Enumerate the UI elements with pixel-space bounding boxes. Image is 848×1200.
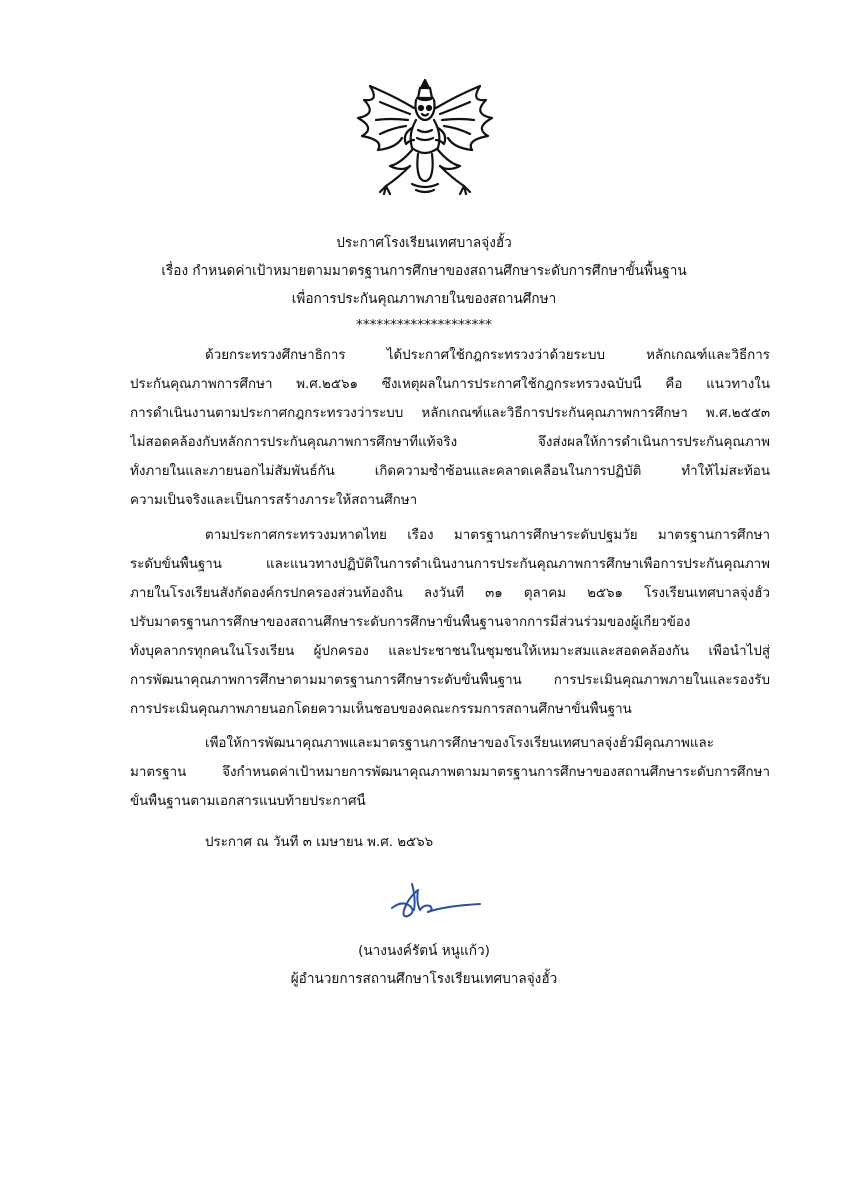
signatory-name: (นางนงค์รัตน์ หนูแก้ว) — [358, 943, 490, 959]
paragraph-2-line: ทั้งบุคลากรทุกคนในโรงเรียน ผู้ปกครอง และประชาชนในชุมชนให้เหมาะสมและสอดคล้องกัน เพื่อนำไปสู่ — [130, 644, 770, 659]
paragraph-3-line: ขั้นพื้นฐานตามเอกสารแนบท้ายประกาศนี้ — [130, 794, 366, 809]
paragraph-2-line: ภายในโรงเรียนสังกัดองค์กรปกครองส่วนท้องถิ่น ลงวันที่ ๓๑ ตุลาคม ๒๕๖๑ โรงเรียนเทศบาลจุ่งฮั้ว — [130, 586, 770, 601]
paragraph-3-line: มาตรฐาน จึงกำหนดค่าเป้าหมายการพัฒนาคุณภาพตามมาตรฐานการศึกษาของสถานศึกษาระดับการศึกษา — [130, 765, 770, 780]
paragraph-1-line: การดำเนินงานตามประกาศกฎกระทรวงว่าระบบ หลักเกณฑ์และวิธีการประกันคุณภาพการศึกษา พ.ศ.๒๕๕๓ — [130, 406, 770, 421]
paragraph-1-line: ไม่สอดคล้องกับหลักการประกันคุณภาพการศึกษาที่แท้จริง จึงส่งผลให้การดำเนินการประกันคุณภาพ — [130, 435, 770, 450]
paragraph-2-line: การพัฒนาคุณภาพการศึกษาตามมาตรฐานการศึกษาระดับขั้นพื้นฐาน การประเมินคุณภาพภายในและรองรับ — [130, 673, 770, 688]
paragraph-2-line: ปรับมาตรฐานการศึกษาของสถานศึกษาระดับการศึกษาขั้นพื้นฐานจากการมีส่วนร่วมของผู้เกี่ยวข้อง — [130, 615, 691, 630]
paragraph-1-line: ความเป็นจริงและเป็นการสร้างภาระให้สถานศึกษา — [130, 493, 418, 508]
announcement-subject-line-1: เรื่อง กำหนดค่าเป้าหมายตามมาตรฐานการศึกษาของสถานศึกษาระดับการศึกษาขั้นพื้นฐาน — [161, 263, 687, 279]
paragraph-1-line: ด้วยกระทรวงศึกษาธิการ ได้ประกาศใช้กฎกระทรวงว่าด้วยระบบ หลักเกณฑ์และวิธีการ — [205, 348, 770, 363]
paragraph-3-line: เพื่อให้การพัฒนาคุณภาพและมาตรฐานการศึกษาของโรงเรียนเทศบาลจุ่งฮั้วมีคุณภาพและ — [205, 736, 714, 751]
paragraph-1-line: ประกันคุณภาพการศึกษา พ.ศ.๒๕๖๑ ซึ่งเหตุผลในการประกาศใช้กฎกระทรวงฉบับนี้ คือ แนวทางใน — [130, 377, 770, 392]
heading-separator: ******************** — [356, 317, 492, 333]
signatory-position: ผู้อำนวยการสถานศึกษาโรงเรียนเทศบาลจุ่งฮั้ว — [290, 971, 558, 987]
announcement-subject-line-2: เพื่อการประกันคุณภาพภายในของสถานศึกษา — [291, 291, 557, 307]
announcement-title: ประกาศโรงเรียนเทศบาลจุ่งฮั้ว — [336, 235, 512, 251]
handwritten-signature — [388, 880, 484, 924]
paragraph-2-line: ระดับขั้นพื้นฐาน และแนวทางปฏิบัติในการดำเนินงานการประกันคุณภาพการศึกษาเพื่อการประกันคุณภาพ — [130, 557, 770, 572]
garuda-emblem — [350, 78, 500, 204]
paragraph-2-line: การประเมินคุณภาพภายนอกโดยความเห็นชอบของคณะกรรมการสถานศึกษาขั้นพื้นฐาน — [130, 702, 632, 717]
paragraph-1-line: ทั้งภายในและภายนอกไม่สัมพันธ์กัน เกิดความซ้ำซ้อนและคลาดเคลื่อนในการปฏิบัติ ทำให้ไม่สะท้อน — [130, 464, 770, 479]
paragraph-2-line: ตามประกาศกระทรวงมหาดไทย เรื่อง มาตรฐานการศึกษาระดับปฐมวัย มาตรฐานการศึกษา — [205, 528, 770, 543]
announcement-date: ประกาศ ณ วันที่ ๓ เมษายน พ.ศ. ๒๕๖๖ — [205, 835, 434, 850]
